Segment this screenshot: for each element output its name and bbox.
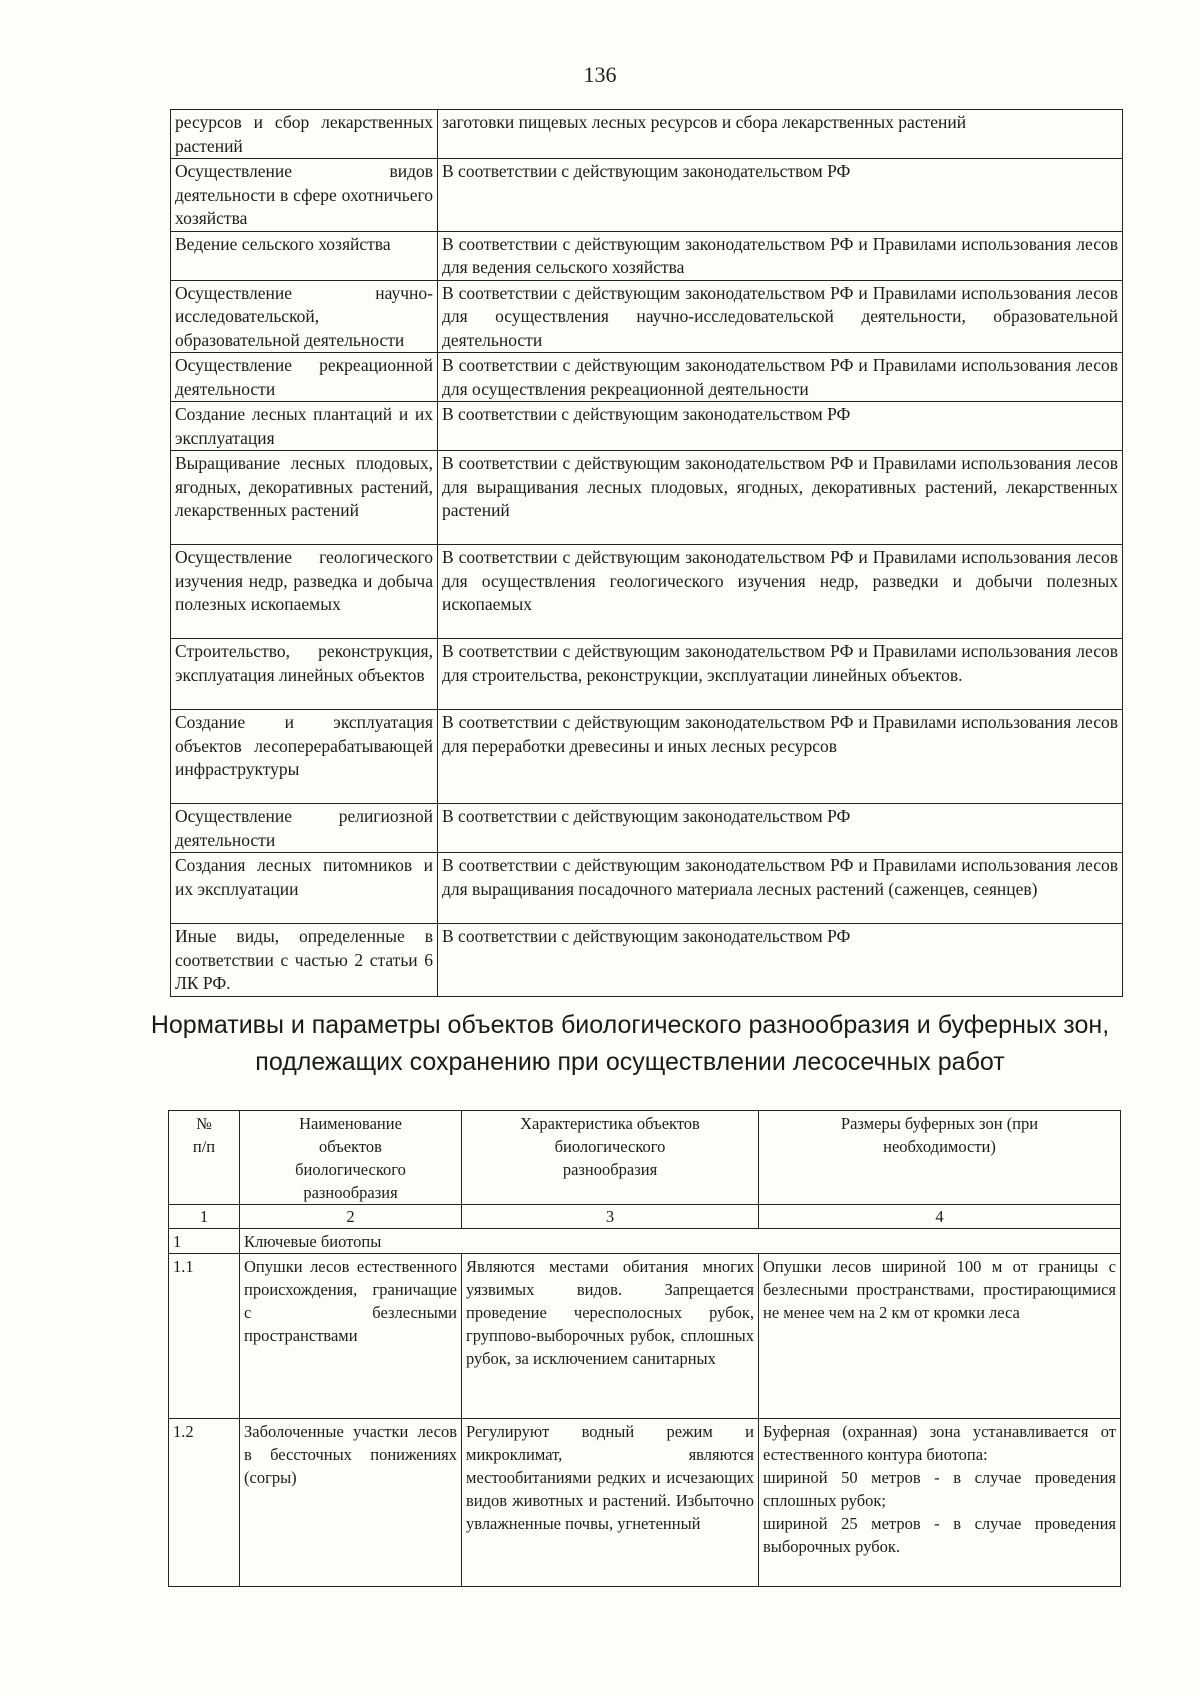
section-title: Нормативы и параметры объектов биологического разнообразия и буферных зон, подлежащих сохранению при осуществлении лесосечных работ (150, 1011, 1110, 1076)
table-row (171, 353, 1123, 402)
column-index-row (169, 1205, 1121, 1229)
header-characteristic: Характеристика объектов биологического разнообразия (462, 1111, 759, 1205)
row-num: 1.2 (169, 1419, 240, 1587)
header-buffer: Размеры буферных зон (при необходимости) (759, 1111, 1121, 1205)
table-row (171, 451, 1123, 545)
header-num: № п/п (169, 1111, 240, 1205)
activity-cell: Осуществление геологического изучения недр, разведка и добыча полезных ископаемых (171, 545, 438, 639)
requirements-cell: В соответствии с действующим законодательством РФ (438, 402, 1123, 451)
table-row (169, 1254, 1121, 1419)
table-row (171, 639, 1123, 710)
activity-cell: Осуществление религиозной деятельности (171, 804, 438, 853)
column-index: 3 (462, 1205, 759, 1229)
activity-cell: Создание лесных плантаций и их эксплуатация (171, 402, 438, 451)
table-row (171, 804, 1123, 853)
buffer-size: Опушки лесов шириной 100 м от границы с безлесными пространствами, простирающимися не менее чем на 2 км от кромки леса (759, 1254, 1121, 1419)
requirements-cell: В соответствии с действующим законодательством РФ и Правилами использования лесов для переработки древесины и иных лесных ресурсов (438, 710, 1123, 804)
object-characteristic: Регулируют водный режим и микроклимат, являются местообитаниями редких и исчезающих видов животных и растений. Избыточно увлажненные почвы, угнетенный (462, 1419, 759, 1587)
requirements-cell: В соответствии с действующим законодательством РФ и Правилами использования лесов для осуществления геологического изучения недр, разведки и добычи полезных ископаемых (438, 545, 1123, 639)
requirements-cell: В соответствии с действующим законодательством РФ (438, 804, 1123, 853)
activity-cell: Осуществление видов деятельности в сфере охотничьего хозяйства (171, 159, 438, 232)
table-row (171, 231, 1123, 280)
activity-cell: Осуществление рекреационной деятельности (171, 353, 438, 402)
biodiversity-objects-table (168, 1110, 1121, 1587)
table-row (171, 545, 1123, 639)
page-number: 136 (583, 62, 617, 87)
object-characteristic: Являются местами обитания многих уязвимых видов. Запрещается проведение чересполосных рубок, группово-выборочных рубок, сплошных рубок, за исключением санитарных (462, 1254, 759, 1419)
forest-use-activities-table (170, 109, 1123, 997)
requirements-cell: В соответствии с действующим законодательством РФ и Правилами использования лесов для осуществления рекреационной деятельности (438, 353, 1123, 402)
object-name: Опушки лесов естественного происхождения, граничащие с безлесными пространствами (240, 1254, 462, 1419)
table-row (171, 402, 1123, 451)
requirements-cell: В соответствии с действующим законодательством РФ и Правилами использования лесов для строительства, реконструкции, эксплуатации линейных объектов. (438, 639, 1123, 710)
column-index: 1 (169, 1205, 240, 1229)
activity-cell: Выращивание лесных плодовых, ягодных, декоративных растений, лекарственных растений (171, 451, 438, 545)
activity-cell: Осуществление научно-исследовательской, образовательной деятельности (171, 280, 438, 353)
activity-cell: Создание и эксплуатация объектов лесоперерабатывающей инфраструктуры (171, 710, 438, 804)
requirements-cell: В соответствии с действующим законодательством РФ и Правилами использования лесов для осуществления научно-исследовательской деятельности, образовательной деятельности (438, 280, 1123, 353)
requirements-cell: заготовки пищевых лесных ресурсов и сбора лекарственных растений (438, 110, 1123, 159)
table-row (171, 853, 1123, 924)
activity-cell: Создания лесных питомников и их эксплуатации (171, 853, 438, 924)
activity-cell: Строительство, реконструкция, эксплуатация линейных объектов (171, 639, 438, 710)
table-row (169, 1419, 1121, 1587)
group-num: 1 (169, 1229, 240, 1254)
object-name: Заболоченные участки лесов в бессточных понижениях (согры) (240, 1419, 462, 1587)
buffer-line: шириной 25 метров - в случае проведения выборочных рубок. (763, 1514, 1116, 1556)
requirements-cell: В соответствии с действующим законодательством РФ (438, 159, 1123, 232)
requirements-cell: В соответствии с действующим законодательством РФ и Правилами использования лесов для ведения сельского хозяйства (438, 231, 1123, 280)
requirements-cell: В соответствии с действующим законодательством РФ и Правилами использования лесов для выращивания лесных плодовых, ягодных, декоративных растений, лекарственных растений (438, 451, 1123, 545)
buffer-line: Буферная (охранная) зона устанавливается от естественного контура биотопа: (763, 1422, 1116, 1464)
activity-cell: Ведение сельского хозяйства (171, 231, 438, 280)
requirements-cell: В соответствии с действующим законодательством РФ и Правилами использования лесов для выращивания посадочного материала лесных растений (саженцев, сеянцев) (438, 853, 1123, 924)
buffer-line: шириной 50 метров - в случае проведения сплошных рубок; (763, 1468, 1116, 1510)
column-index: 2 (240, 1205, 462, 1229)
table-row (171, 280, 1123, 353)
group-row (169, 1229, 1121, 1254)
header-name: Наименование объектов биологического разнообразия (240, 1111, 462, 1205)
table-row (171, 924, 1123, 997)
group-title: Ключевые биотопы (240, 1229, 1121, 1254)
buffer-size (759, 1419, 1121, 1587)
row-num: 1.1 (169, 1254, 240, 1419)
table-row (171, 159, 1123, 232)
table-header-row (169, 1111, 1121, 1205)
column-index: 4 (759, 1205, 1121, 1229)
table-row (171, 710, 1123, 804)
activity-cell: Иные виды, определенные в соответствии с частью 2 статьи 6 ЛК РФ. (171, 924, 438, 997)
activity-cell: ресурсов и сбор лекарственных растений (171, 110, 438, 159)
table-row (171, 110, 1123, 159)
requirements-cell: В соответствии с действующим законодательством РФ (438, 924, 1123, 997)
